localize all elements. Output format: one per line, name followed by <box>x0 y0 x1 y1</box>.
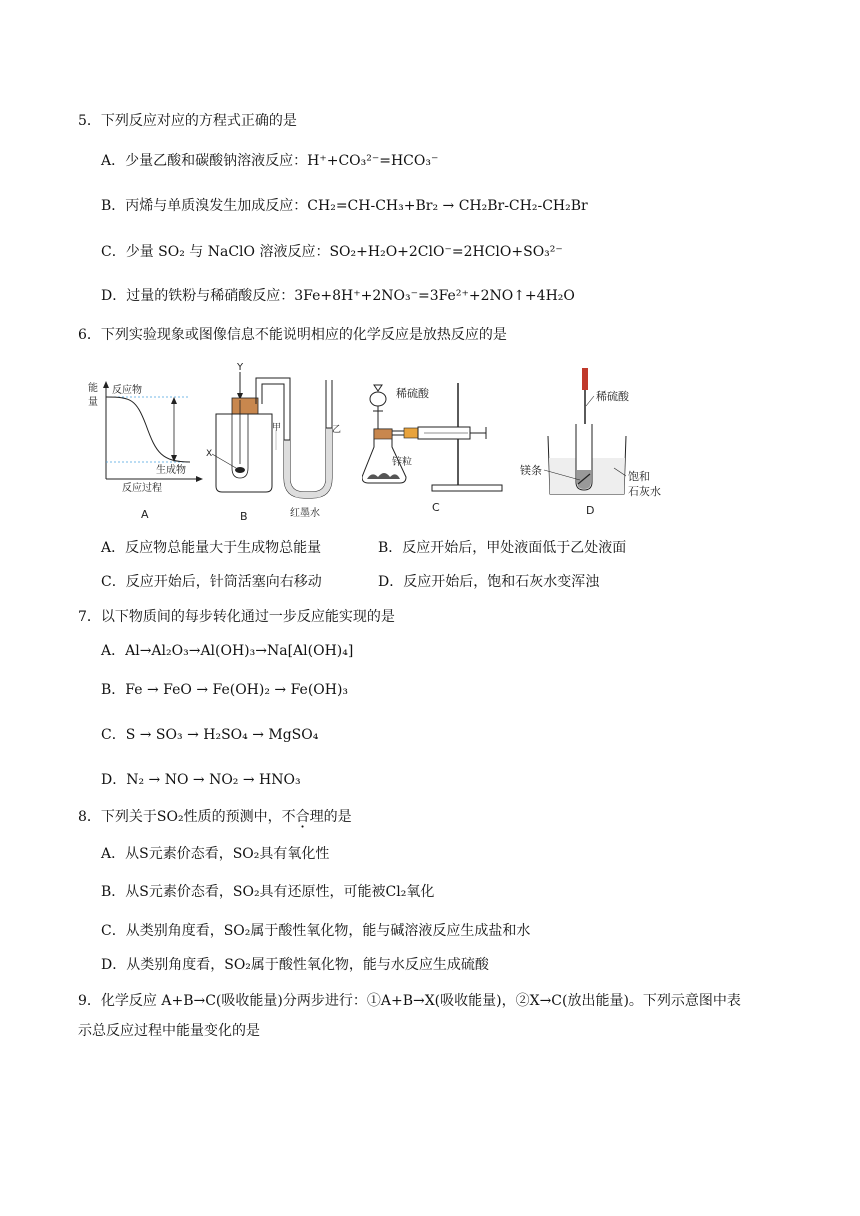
figure-b-y-label: Y <box>237 362 244 373</box>
q6-option-c: C．反应开始后，针筒活塞向右移动 <box>101 574 322 590</box>
figure-a-reactant-label: 反应物 <box>112 385 142 396</box>
figure-b-x-label: X <box>206 449 213 459</box>
q6-option-a: A．反应物总能量大于生成物总能量 <box>101 540 322 556</box>
q8-option-d: D．从类别角度看，SO₂属于酸性氧化物，能与水反应生成硫酸 <box>101 957 489 973</box>
figure-a-product-label: 生成物 <box>156 465 186 476</box>
q5-option-b: B．丙烯与单质溴发生加成反应：CH₂=CH-CH₃+Br₂ → CH₂Br-CH₂-CH₂Br <box>101 198 588 214</box>
q6-option-d: D．反应开始后，饱和石灰水变浑浊 <box>378 574 600 590</box>
q6-stem: 6．下列实验现象或图像信息不能说明相应的化学反应是放热反应的是 <box>78 327 507 343</box>
q8-option-c: C．从类别角度看，SO₂属于酸性氧化物，能与碱溶液反应生成盐和水 <box>101 923 531 939</box>
figure-d-tag: D <box>586 504 595 517</box>
figure-b-jia-label: 甲 <box>272 423 282 433</box>
figure-b-tag: B <box>240 510 248 523</box>
figure-d-lime-label-1: 饱和 <box>628 470 650 483</box>
q8-option-b: B．从S元素价态看，SO₂具有还原性，可能被Cl₂氧化 <box>101 884 435 900</box>
q7-stem: 7．以下物质间的每步转化通过一步反应能实现的是 <box>78 609 395 625</box>
figure-a-energy-diagram <box>86 355 204 520</box>
figure-c-syringe-apparatus <box>362 373 522 523</box>
q6-option-b: B．反应开始后，甲处液面低于乙处液面 <box>378 540 627 556</box>
q5-option-d: D．过量的铁粉与稀硝酸反应：3Fe+8H⁺+2NO₃⁻=3Fe²⁺+2NO↑+4H₂O <box>101 288 575 304</box>
figure-d-beaker-apparatus <box>518 362 678 522</box>
figure-a-ylabel-1: 能 <box>88 383 98 394</box>
q8-stem <box>78 807 352 827</box>
figure-a-xlabel: 反应过程 <box>122 483 162 494</box>
q8-option-a: A．从S元素价态看，SO₂具有氧化性 <box>101 846 330 862</box>
q8-stem-prefix: 8．下列关于SO₂性质的预测中， <box>78 809 282 825</box>
q7-option-b: B．Fe → FeO → Fe(OH)₂ → Fe(OH)₃ <box>101 682 349 698</box>
q5-option-c: C．少量 SO₂ 与 NaClO 溶液反应：SO₂+H₂O+2ClO⁻=2HClO+SO₃²⁻ <box>101 244 563 260</box>
figure-d-mg-label: 镁条 <box>520 464 542 477</box>
figure-d-acid-label: 稀硫酸 <box>596 390 629 403</box>
figure-b-yi-label: 乙 <box>332 425 342 435</box>
figure-b-ink-label: 红墨水 <box>290 508 320 519</box>
q8-stem-emphasis: 不合理 <box>281 809 324 825</box>
figure-d-lime-label-2: 石灰水 <box>628 485 661 498</box>
q9-stem-line-1: 9．化学反应 A+B→C(吸收能量)分两步进行：①A+B→X(吸收能量)，②X→C(放出能量)。下列示意图中表 <box>78 993 741 1009</box>
q5-option-a: A．少量乙酸和碳酸钠溶液反应：H⁺+CO₃²⁻=HCO₃⁻ <box>101 153 439 169</box>
figure-c-tag: C <box>432 501 440 514</box>
figure-a-ylabel-2: 量 <box>88 397 98 408</box>
q9-stem-line-2: 示总反应过程中能量变化的是 <box>78 1023 260 1039</box>
q7-option-c: C．S → SO₃ → H₂SO₄ → MgSO₄ <box>101 727 319 743</box>
figure-b-u-tube-apparatus <box>200 358 360 523</box>
figure-a-tag: A <box>141 508 149 520</box>
q5-stem: 5．下列反应对应的方程式正确的是 <box>78 113 297 129</box>
q7-option-a: A．Al→Al₂O₃→Al(OH)₃→Na[Al(OH)₄] <box>101 643 354 659</box>
q8-stem-suffix: 的是 <box>323 809 352 825</box>
q7-option-d: D．N₂ → NO → NO₂ → HNO₃ <box>101 772 301 788</box>
figure-c-zinc-label: 锌粒 <box>392 457 412 468</box>
figure-c-acid-label: 稀硫酸 <box>396 387 429 400</box>
